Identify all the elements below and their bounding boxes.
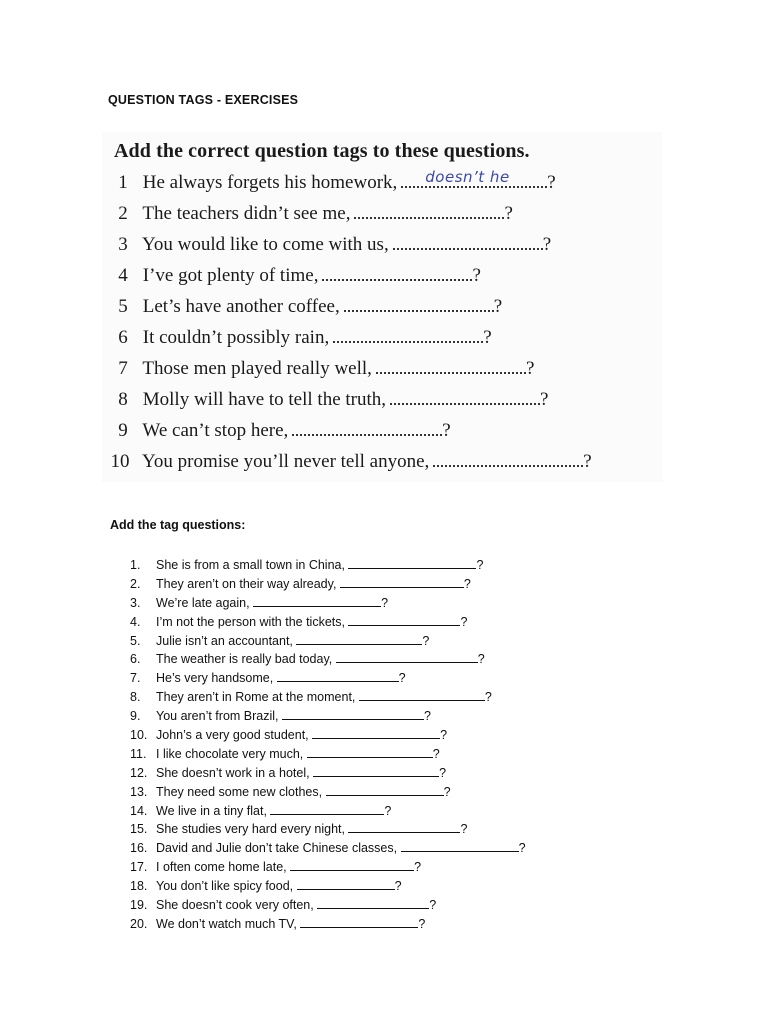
item-number: 8 bbox=[118, 389, 128, 410]
answer-blank[interactable] bbox=[296, 632, 422, 645]
question-mark: ? bbox=[472, 265, 481, 286]
answer-blank[interactable] bbox=[348, 613, 460, 626]
item-number: 2. bbox=[130, 576, 141, 591]
answer-blank[interactable] bbox=[300, 915, 418, 928]
question-mark: ? bbox=[429, 898, 437, 913]
answer-blank[interactable] bbox=[282, 707, 424, 720]
question-mark: ? bbox=[476, 558, 484, 572]
answer-blank[interactable] bbox=[401, 168, 547, 188]
question-mark: ? bbox=[547, 172, 556, 193]
item-text: They aren’t on their way already, bbox=[156, 576, 337, 591]
item-text: The weather is really bad today, bbox=[156, 652, 333, 667]
item-text: She doesn’t cook very often, bbox=[156, 898, 314, 913]
answer-blank[interactable] bbox=[359, 688, 485, 701]
item-number: 4. bbox=[130, 614, 141, 629]
item-text: I often come home late, bbox=[156, 860, 287, 875]
question-mark: ? bbox=[460, 614, 468, 629]
item-number: 8. bbox=[130, 690, 141, 705]
item-text: You don’t like spicy food, bbox=[156, 879, 294, 894]
question-mark: ? bbox=[424, 709, 431, 724]
list-item bbox=[130, 650, 526, 669]
answer-blank[interactable] bbox=[401, 839, 519, 852]
answer-blank[interactable] bbox=[336, 650, 478, 663]
question-mark: ? bbox=[398, 671, 406, 686]
item-number: 17. bbox=[130, 860, 148, 875]
question-mark: ? bbox=[422, 633, 430, 648]
question-mark: ? bbox=[440, 728, 448, 743]
item-text: I’m not the person with the tickets, bbox=[156, 614, 345, 629]
list-item bbox=[130, 745, 526, 764]
exercise1-item bbox=[108, 389, 548, 417]
question-mark: ? bbox=[477, 652, 485, 667]
answer-blank[interactable] bbox=[253, 594, 381, 607]
item-number: 11. bbox=[130, 746, 147, 761]
item-number: 19. bbox=[130, 898, 148, 913]
answer-blank[interactable] bbox=[307, 745, 433, 758]
answer-blank[interactable] bbox=[348, 556, 476, 569]
item-text: He always forgets his homework, bbox=[142, 172, 398, 193]
item-text: We don’t watch much TV, bbox=[156, 916, 297, 931]
exercise1-item bbox=[108, 327, 492, 355]
item-number: 7. bbox=[130, 671, 141, 686]
question-mark: ? bbox=[432, 746, 440, 761]
question-mark: ? bbox=[442, 420, 451, 441]
question-mark: ? bbox=[394, 879, 402, 894]
item-number: 9. bbox=[130, 709, 141, 724]
item-number: 7 bbox=[118, 358, 128, 379]
answer-blank[interactable] bbox=[326, 783, 444, 796]
answer-blank[interactable] bbox=[344, 296, 494, 312]
answer-blank[interactable] bbox=[312, 726, 440, 739]
item-number: 15. bbox=[130, 822, 148, 837]
exercise2-list bbox=[130, 556, 526, 934]
list-item bbox=[130, 688, 526, 707]
list-item bbox=[130, 556, 526, 575]
item-text: She studies very hard every night, bbox=[156, 822, 345, 837]
answer-blank[interactable] bbox=[393, 234, 543, 250]
answer-blank[interactable] bbox=[297, 877, 395, 890]
item-text: We’re late again, bbox=[156, 595, 250, 610]
question-mark: ? bbox=[484, 690, 492, 705]
item-number: 10. bbox=[130, 728, 148, 743]
handwritten-answer: doesn’t he bbox=[425, 168, 510, 186]
item-text: Molly will have to tell the truth, bbox=[142, 389, 387, 410]
item-text: He’s very handsome, bbox=[156, 671, 274, 686]
question-mark: ? bbox=[504, 203, 513, 224]
item-text: They need some new clothes, bbox=[156, 784, 323, 799]
list-item bbox=[130, 858, 526, 877]
exercise1-item bbox=[108, 234, 551, 262]
list-item bbox=[130, 632, 526, 651]
list-item bbox=[130, 726, 526, 745]
item-text: It couldn’t possibly rain, bbox=[142, 327, 330, 348]
answer-blank[interactable] bbox=[340, 575, 464, 588]
answer-blank[interactable] bbox=[354, 203, 504, 219]
item-number: 6. bbox=[130, 652, 141, 667]
list-item bbox=[130, 669, 526, 688]
question-mark: ? bbox=[381, 595, 389, 610]
list-item bbox=[130, 896, 526, 915]
list-item bbox=[130, 820, 526, 839]
answer-blank[interactable] bbox=[333, 327, 483, 343]
item-number: 16. bbox=[130, 841, 148, 856]
answer-blank[interactable] bbox=[390, 389, 540, 405]
question-mark: ? bbox=[583, 451, 592, 472]
item-number: 20. bbox=[130, 916, 148, 931]
answer-blank[interactable] bbox=[433, 451, 583, 467]
exercise1-item bbox=[102, 451, 592, 479]
item-text: Let’s have another coffee, bbox=[142, 296, 340, 317]
item-number: 5. bbox=[130, 633, 141, 648]
list-item bbox=[130, 783, 526, 802]
item-number: 9 bbox=[118, 420, 128, 441]
list-item bbox=[130, 802, 526, 821]
item-number: 3. bbox=[130, 595, 141, 610]
item-number: 1 bbox=[118, 172, 128, 193]
item-text: Those men played really well, bbox=[142, 358, 372, 379]
exercise1-item bbox=[108, 296, 502, 324]
item-text: Julie isn’t an accountant, bbox=[156, 633, 293, 648]
question-mark: ? bbox=[460, 822, 468, 837]
exercise1-item bbox=[108, 358, 534, 386]
item-number: 6 bbox=[118, 327, 128, 348]
exercise1-item bbox=[108, 203, 513, 231]
exercise1-item bbox=[108, 420, 451, 448]
item-number: 14. bbox=[130, 803, 148, 818]
item-text: I like chocolate very much, bbox=[156, 746, 304, 761]
question-mark: ? bbox=[540, 389, 549, 410]
scanned-exercise-image bbox=[102, 132, 662, 482]
list-item bbox=[130, 839, 526, 858]
question-mark: ? bbox=[418, 916, 426, 931]
item-text: You promise you’ll never tell anyone, bbox=[142, 451, 430, 472]
answer-blank[interactable] bbox=[270, 802, 384, 815]
question-mark: ? bbox=[384, 803, 392, 818]
question-mark: ? bbox=[493, 296, 503, 317]
answer-blank[interactable] bbox=[313, 764, 439, 777]
list-item bbox=[130, 764, 526, 783]
question-mark: ? bbox=[518, 841, 526, 856]
exercise1-heading: Add the correct question tags to these questions. bbox=[114, 140, 530, 162]
item-number: 1. bbox=[130, 558, 141, 572]
item-text: You would like to come with us, bbox=[142, 234, 389, 255]
list-item bbox=[130, 877, 526, 896]
list-item bbox=[130, 915, 526, 934]
item-number: 13. bbox=[130, 784, 148, 799]
item-number: 10 bbox=[110, 451, 130, 472]
question-mark: ? bbox=[443, 784, 451, 799]
answer-blank[interactable] bbox=[348, 820, 460, 833]
answer-blank[interactable] bbox=[277, 669, 399, 682]
exercise1-item bbox=[108, 265, 481, 293]
question-mark: ? bbox=[439, 765, 447, 780]
question-mark: ? bbox=[525, 358, 535, 379]
item-text: We can’t stop here, bbox=[142, 420, 289, 441]
item-number: 12. bbox=[130, 765, 148, 780]
item-text: John’s a very good student, bbox=[156, 728, 309, 743]
item-text: She doesn’t work in a hotel, bbox=[156, 765, 310, 780]
question-mark: ? bbox=[542, 234, 552, 255]
item-number: 4 bbox=[118, 265, 128, 286]
list-item bbox=[130, 575, 526, 594]
item-text: We live in a tiny flat, bbox=[156, 803, 267, 818]
item-number: 18. bbox=[130, 879, 148, 894]
item-text: They aren’t in Rome at the moment, bbox=[156, 690, 356, 705]
exercise2-heading: Add the tag questions: bbox=[110, 518, 246, 532]
item-text: David and Julie don’t take Chinese classes, bbox=[156, 841, 398, 856]
list-item bbox=[130, 613, 526, 632]
item-text: She is from a small town in China, bbox=[156, 558, 345, 572]
question-mark: ? bbox=[483, 327, 492, 348]
page-title: QUESTION TAGS - EXERCISES bbox=[108, 93, 299, 107]
answer-blank[interactable] bbox=[292, 420, 442, 436]
answer-blank[interactable] bbox=[317, 896, 429, 909]
item-number: 2 bbox=[118, 203, 128, 224]
answer-blank[interactable] bbox=[290, 858, 414, 871]
item-text: The teachers didn’t see me, bbox=[142, 203, 351, 224]
list-item bbox=[130, 707, 526, 726]
exercise1-item bbox=[108, 168, 556, 200]
answer-blank[interactable] bbox=[322, 265, 472, 281]
item-text: You aren’t from Brazil, bbox=[156, 709, 279, 724]
answer-blank[interactable] bbox=[376, 358, 526, 374]
item-text: I’ve got plenty of time, bbox=[142, 265, 319, 286]
list-item bbox=[130, 594, 526, 613]
question-mark: ? bbox=[414, 860, 422, 875]
item-number: 5 bbox=[118, 296, 128, 317]
question-mark: ? bbox=[463, 576, 471, 591]
item-number: 3 bbox=[118, 234, 128, 255]
